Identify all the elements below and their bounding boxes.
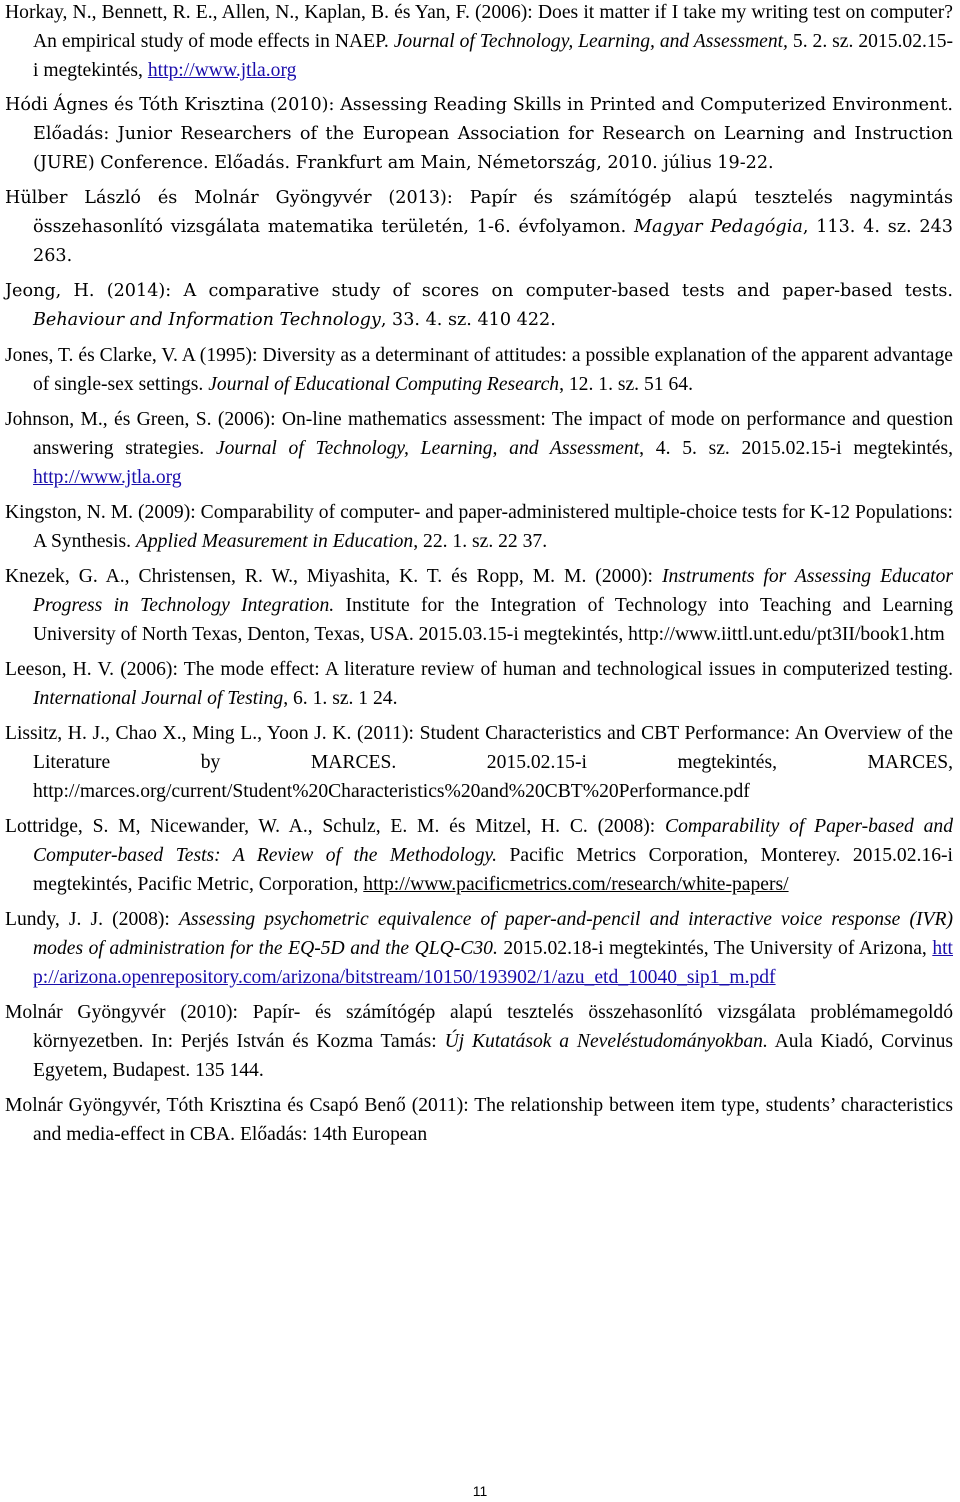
reference-details: Institute for the Integration of Technology into Teaching and Learning University of North Texas, Denton, Texas, USA. 2015.03.15-i megtekintés, http://www.iittl.unt.edu/pt3II/book1.htm bbox=[33, 595, 953, 645]
reference-link[interactable]: http://www.jtla.org bbox=[33, 467, 182, 488]
journal-title: Journal of Technology, Learning, and Assessment bbox=[215, 438, 640, 459]
reference-hodi bbox=[5, 91, 953, 178]
reference-knezek bbox=[5, 562, 953, 649]
reference-text: Lundy, J. J. (2008): bbox=[5, 909, 179, 930]
reference-horkay bbox=[5, 0, 953, 85]
reference-text: Knezek, G. A., Christensen, R. W., Miyashita, K. T. és Ropp, M. M. (2000): bbox=[5, 566, 662, 587]
book-title: Instruments for Assessing Educator Progress in Technology Integration. bbox=[33, 566, 953, 616]
reference-text: Horkay, N., Bennett, R. E., Allen, N., Kaplan, B. és Yan, F. (2006): Does it matter if I take my writing test on computer? An empirical study of mode effects in NAEP. bbox=[5, 2, 953, 52]
reference-lottridge bbox=[5, 812, 953, 899]
reference-molnar-2011 bbox=[5, 1091, 953, 1149]
reference-text: Jeong, H. (2014): A comparative study of scores on computer-based tests and paper-based tests. bbox=[5, 281, 953, 301]
journal-title: Applied Measurement in Education bbox=[135, 531, 414, 552]
reference-link[interactable]: http://www.jtla.org bbox=[147, 60, 297, 81]
reference-text: Hülber László és Molnár Gyöngyvér (2013): Papír és számítógép alapú tesztelés nagymintás összehasonlító vizsgálata matematika területén, 1-6. évfolyamon. bbox=[5, 188, 953, 237]
reference-jeong bbox=[5, 277, 953, 335]
reference-kingston bbox=[5, 498, 953, 556]
reference-details: 5. 2. sz. 2015.02.15-i megtekintés, bbox=[33, 31, 954, 81]
reference-lundy bbox=[5, 905, 953, 992]
reference-link[interactable]: http://arizona.openrepository.com/arizona/bitstream/10150/193902/1/azu_etd_10040_sip1_m.pdf bbox=[33, 938, 953, 988]
reference-jones bbox=[5, 341, 953, 399]
reference-text: Jones, T. és Clarke, V. A (1995): Diversity as a determinant of attitudes: a possible explanation of the apparent advantage of single-sex settings. bbox=[5, 345, 953, 395]
journal-title: Journal of Technology, Learning, and Assessment, bbox=[393, 31, 788, 52]
reference-hulber bbox=[5, 184, 953, 271]
reference-lissitz bbox=[5, 719, 953, 806]
journal-title: Behaviour and Information Technology bbox=[33, 310, 381, 330]
reference-details: , 4. 5. sz. 2015.02.15-i megtekintés, bbox=[639, 438, 953, 459]
journal-title: International Journal of Testing bbox=[33, 688, 284, 709]
reference-details: Pacific Metrics Corporation, Monterey. 2015.02.16-i megtekintés, Pacific Metric, Corporation, bbox=[33, 845, 953, 895]
reference-details: , 12. 1. sz. 51 64. bbox=[559, 374, 693, 395]
reference-text: Johnson, M., és Green, S. (2006): On-line mathematics assessment: The impact of mode on performance and question answering strategies. bbox=[5, 409, 953, 459]
reference-details: , 33. 4. sz. 410 422. bbox=[380, 310, 556, 330]
reference-johnson bbox=[5, 405, 953, 492]
book-title: Új Kutatások a Neveléstudományokban. bbox=[444, 1031, 768, 1052]
reference-text: Hódi Ágnes és Tóth Krisztina (2010): Assessing Reading Skills in Printed and Computerized Environment. Előadás: Junior Researchers of the European Association for Research on Learning and Instruction (JURE) Conference. Előadás. Frankfurt am Main, Németország, 2010. július 19-22. bbox=[5, 95, 953, 173]
journal-title: Journal of Educational Computing Research bbox=[208, 374, 560, 395]
reference-details: Aula Kiadó, Corvinus Egyetem, Budapest. 135 144. bbox=[33, 1031, 953, 1081]
reference-text: Molnár Gyöngyvér, Tóth Krisztina és Csapó Benő (2011): The relationship between item type, students’ characteristics and media-effect in CBA. Előadás: 14th European bbox=[5, 1095, 953, 1145]
reference-details: , 22. 1. sz. 22 37. bbox=[413, 531, 548, 552]
reference-text: Lissitz, H. J., Chao X., Ming L., Yoon J. K. (2011): Student Characteristics and CBT Performance: An Overview of the Literature by MARCES. 2015.02.15-i megtekintés, MARCES, http://marces.org/current/Student%20Characteristics%20and%20CBT%20Performance.pdf bbox=[5, 723, 953, 802]
reference-details: 2015.02.18-i megtekintés, The University of Arizona, bbox=[497, 938, 933, 959]
journal-title: Magyar Pedagógia bbox=[633, 217, 803, 237]
reference-text: Kingston, N. M. (2009): Comparability of computer- and paper-administered multiple-choice tests for K-12 Populations: A Synthesis. bbox=[5, 502, 953, 552]
reference-text: Leeson, H. V. (2006): The mode effect: A literature review of human and technological issues in computerized testing. bbox=[5, 659, 953, 680]
reference-molnar-2010 bbox=[5, 998, 953, 1085]
reference-text: Lottridge, S. M, Nicewander, W. A., Schulz, E. M. és Mitzel, H. C. (2008): bbox=[5, 816, 666, 837]
reference-details: , 6. 1. sz. 1 24. bbox=[283, 688, 398, 709]
reference-details: , 113. 4. sz. 243 263. bbox=[33, 217, 953, 266]
reference-list bbox=[5, 0, 953, 1155]
reference-leeson bbox=[5, 655, 953, 713]
page-number: 11 bbox=[472, 1483, 488, 1499]
reference-text: Molnár Gyöngyvér (2010): Papír- és számítógép alapú tesztelés összehasonlító vizsgálata problémamegoldó környezetben. In: Perjés István és Kozma Tamás: bbox=[5, 1002, 953, 1052]
report-title: Comparability of Paper-based and Computer-based Tests: A Review of the Methodology. bbox=[33, 816, 953, 866]
reference-link[interactable]: http://www.pacificmetrics.com/research/white-papers/ bbox=[363, 874, 789, 895]
dissertation-title: Assessing psychometric equivalence of paper-and-pencil and interactive voice response (IVR) modes of administration for the EQ-5D and the QLQ-C30. bbox=[33, 909, 953, 959]
